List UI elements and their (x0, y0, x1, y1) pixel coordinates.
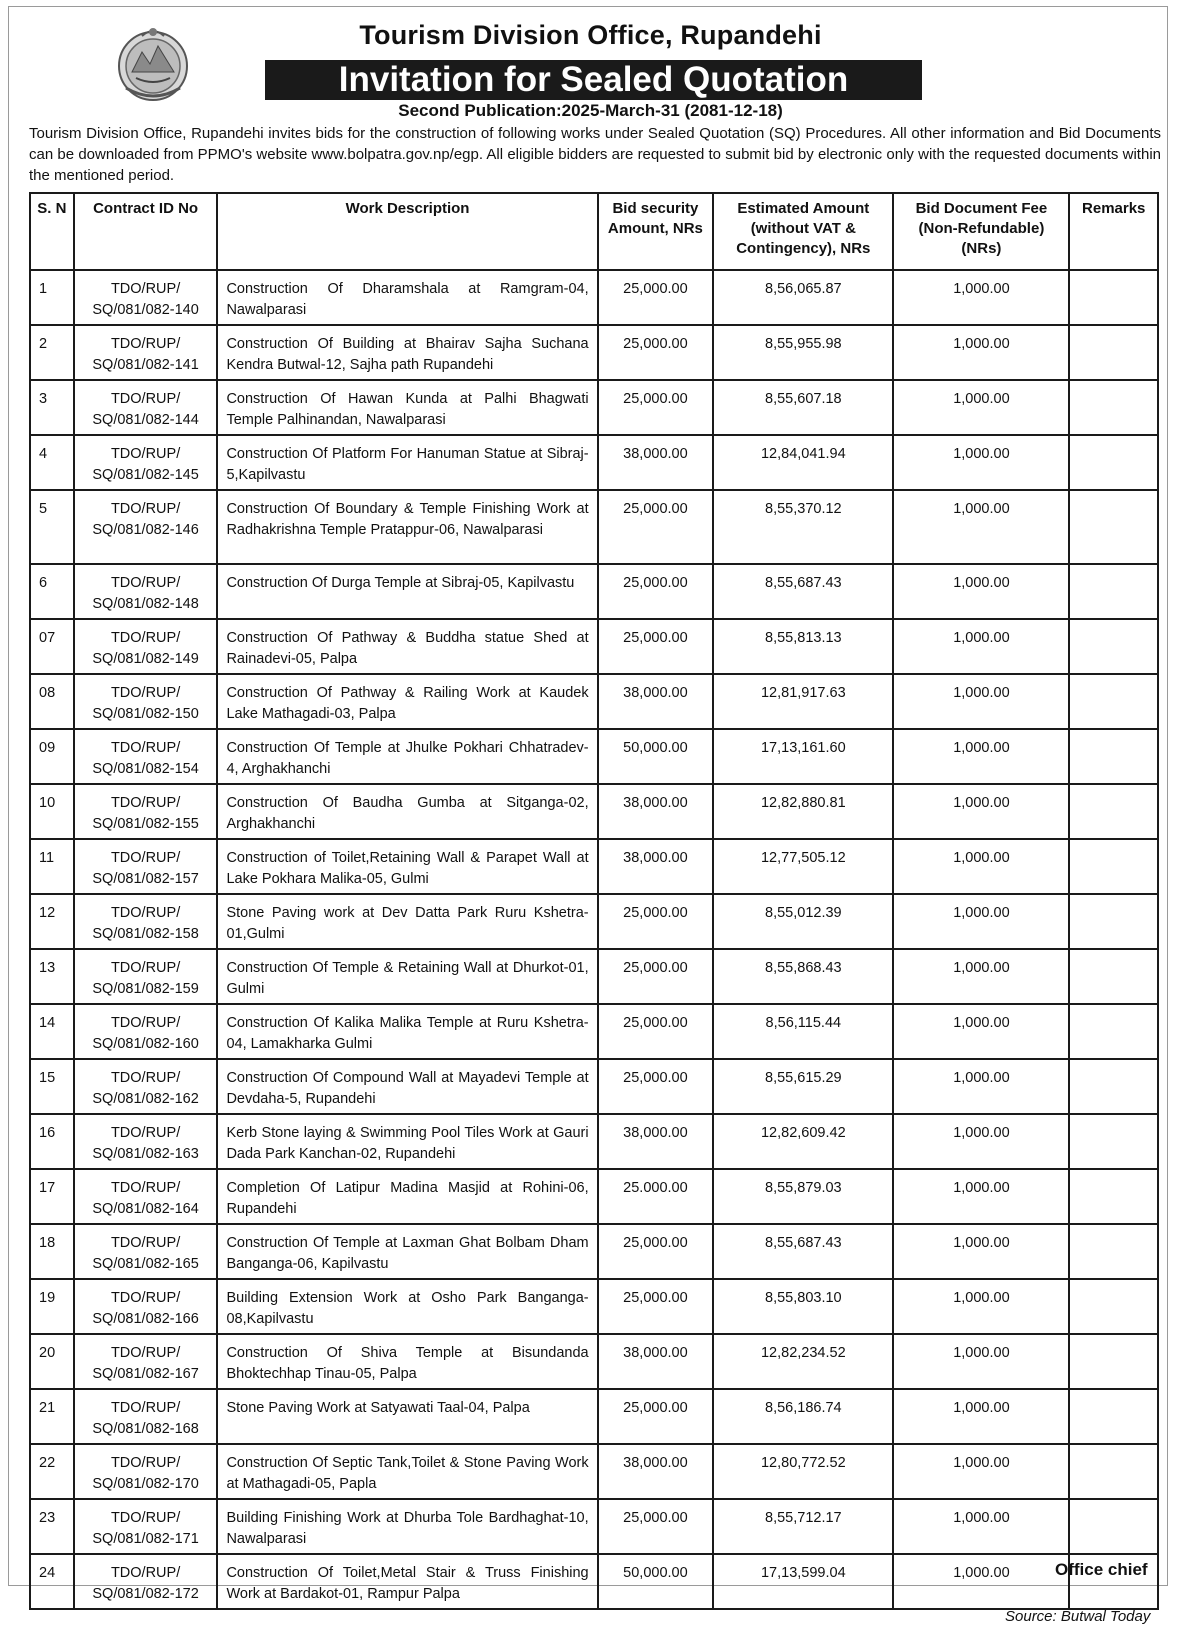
table-row (30, 674, 1158, 729)
table-row (30, 1279, 1158, 1334)
row-bid-fee: 1,000.00 (893, 839, 1069, 894)
row-sn: 09 (30, 729, 74, 784)
contract-id-number: SQ/081/082-140 (92, 302, 199, 318)
row-estimated-amount: 17,13,161.60 (713, 729, 893, 784)
contract-id-number: SQ/081/082-167 (92, 1366, 199, 1382)
row-estimated-amount: 12,82,609.42 (713, 1114, 893, 1169)
table-row (30, 1444, 1158, 1499)
row-contract-id (74, 894, 218, 949)
row-bid-fee: 1,000.00 (893, 490, 1069, 564)
contract-id-prefix: TDO/RUP/ (110, 336, 181, 352)
row-contract-id (74, 325, 218, 380)
table-row (30, 729, 1158, 784)
row-description: Construction Of Shiva Temple at Bisundanda Bhoktechhap Tinau-05, Palpa (217, 1334, 597, 1389)
contract-id-number: SQ/081/082-160 (92, 1036, 199, 1052)
contract-id-prefix: TDO/RUP/ (110, 685, 181, 701)
row-estimated-amount: 8,56,065.87 (713, 270, 893, 325)
row-estimated-amount: 8,55,687.43 (713, 1224, 893, 1279)
row-estimated-amount: 8,55,803.10 (713, 1279, 893, 1334)
row-bid-security: 38,000.00 (598, 1444, 714, 1499)
row-bid-security: 25,000.00 (598, 1499, 714, 1554)
row-contract-id (74, 1444, 218, 1499)
office-chief-signatory: Office chief (1055, 1560, 1148, 1579)
row-sn: 19 (30, 1279, 74, 1334)
contract-id-prefix: TDO/RUP/ (110, 1400, 181, 1416)
table-row (30, 1389, 1158, 1444)
row-estimated-amount: 12,77,505.12 (713, 839, 893, 894)
row-bid-security: 38,000.00 (598, 1114, 714, 1169)
row-contract-id (74, 1004, 218, 1059)
row-remarks (1069, 1114, 1158, 1169)
row-description: Construction Of Hawan Kunda at Palhi Bhagwati Temple Palhinandan, Nawalparasi (217, 380, 597, 435)
row-contract-id (74, 1554, 218, 1609)
row-estimated-amount: 8,55,012.39 (713, 894, 893, 949)
row-description: Stone Paving work at Dev Datta Park Ruru Kshetra-01,Gulmi (217, 894, 597, 949)
row-bid-fee: 1,000.00 (893, 674, 1069, 729)
table-row (30, 1059, 1158, 1114)
row-description: Construction Of Toilet,Metal Stair & Truss Finishing Work at Bardakot-01, Rampur Palpa (217, 1554, 597, 1609)
row-bid-fee: 1,000.00 (893, 1114, 1069, 1169)
row-contract-id (74, 380, 218, 435)
table-row (30, 325, 1158, 380)
row-sn: 5 (30, 490, 74, 564)
row-estimated-amount: 8,55,370.12 (713, 490, 893, 564)
table-row (30, 1169, 1158, 1224)
row-remarks (1069, 325, 1158, 380)
table-row (30, 839, 1158, 894)
contract-id-prefix: TDO/RUP/ (110, 795, 181, 811)
row-sn: 14 (30, 1004, 74, 1059)
row-description: Construction Of Temple at Jhulke Pokhari Chhatradev-4, Arghakhanchi (217, 729, 597, 784)
row-bid-fee: 1,000.00 (893, 325, 1069, 380)
table-row (30, 490, 1158, 564)
row-contract-id (74, 839, 218, 894)
contract-id-number: SQ/081/082-155 (92, 816, 199, 832)
header-sn: S. N (30, 193, 74, 270)
row-sn: 10 (30, 784, 74, 839)
contract-id-number: SQ/081/082-163 (92, 1146, 199, 1162)
row-remarks (1069, 619, 1158, 674)
contract-id-prefix: TDO/RUP/ (110, 1070, 181, 1086)
row-bid-security: 38,000.00 (598, 1334, 714, 1389)
row-contract-id (74, 729, 218, 784)
row-estimated-amount: 8,55,879.03 (713, 1169, 893, 1224)
row-estimated-amount: 17,13,599.04 (713, 1554, 893, 1609)
row-remarks (1069, 270, 1158, 325)
contract-id-number: SQ/081/082-150 (92, 706, 199, 722)
row-bid-fee: 1,000.00 (893, 1224, 1069, 1279)
row-description: Construction Of Pathway & Railing Work at Kaudek Lake Mathagadi-03, Palpa (217, 674, 597, 729)
row-contract-id (74, 1114, 218, 1169)
row-bid-security: 25,000.00 (598, 619, 714, 674)
row-bid-fee: 1,000.00 (893, 1499, 1069, 1554)
contract-id-prefix: TDO/RUP/ (110, 391, 181, 407)
row-remarks (1069, 564, 1158, 619)
contract-id-prefix: TDO/RUP/ (110, 1180, 181, 1196)
row-bid-security: 25,000.00 (598, 564, 714, 619)
contract-id-prefix: TDO/RUP/ (110, 1235, 181, 1251)
row-bid-security: 25,000.00 (598, 1224, 714, 1279)
row-bid-security: 25,000.00 (598, 1004, 714, 1059)
table-row (30, 1224, 1158, 1279)
table-row (30, 1334, 1158, 1389)
contract-id-number: SQ/081/082-144 (92, 412, 199, 428)
contract-id-prefix: TDO/RUP/ (110, 960, 181, 976)
row-estimated-amount: 8,56,115.44 (713, 1004, 893, 1059)
contract-id-number: SQ/081/082-170 (92, 1476, 199, 1492)
source-credit: Source: Butwal Today (1005, 1608, 1151, 1625)
row-estimated-amount: 8,55,955.98 (713, 325, 893, 380)
contract-id-prefix: TDO/RUP/ (110, 1015, 181, 1031)
contract-id-number: SQ/081/082-171 (92, 1531, 199, 1547)
row-sn: 17 (30, 1169, 74, 1224)
row-estimated-amount: 12,84,041.94 (713, 435, 893, 490)
row-contract-id (74, 1334, 218, 1389)
contract-id-number: SQ/081/082-148 (92, 596, 199, 612)
row-estimated-amount: 8,55,687.43 (713, 564, 893, 619)
row-sn: 6 (30, 564, 74, 619)
row-contract-id (74, 1499, 218, 1554)
row-bid-security: 25,000.00 (598, 894, 714, 949)
intro-paragraph: Tourism Division Office, Rupandehi invites bids for the construction of following works under Sealed Quotation (SQ) Procedures. All other information and Bid Documents can be downloaded from PPMO's website www.bolpatra.gov.np/egp. All eligible bidders are requested to submit bid by electronic only with the requested documents within the mentioned period. (29, 125, 1161, 184)
row-sn: 4 (30, 435, 74, 490)
contract-id-prefix: TDO/RUP/ (110, 1125, 181, 1141)
row-bid-fee: 1,000.00 (893, 1004, 1069, 1059)
row-description: Construction Of Septic Tank,Toilet & Stone Paving Work at Mathagadi-05, Papla (217, 1444, 597, 1499)
row-estimated-amount: 8,56,186.74 (713, 1389, 893, 1444)
row-contract-id (74, 1059, 218, 1114)
table-row (30, 949, 1158, 1004)
row-bid-fee: 1,000.00 (893, 1334, 1069, 1389)
row-bid-fee: 1,000.00 (893, 1554, 1069, 1609)
row-sn: 16 (30, 1114, 74, 1169)
row-bid-security: 50,000.00 (598, 1554, 714, 1609)
row-remarks (1069, 839, 1158, 894)
header-work-description: Work Description (217, 193, 597, 270)
contract-id-prefix: TDO/RUP/ (110, 905, 181, 921)
row-sn: 1 (30, 270, 74, 325)
row-remarks (1069, 490, 1158, 564)
row-sn: 07 (30, 619, 74, 674)
row-remarks (1069, 1499, 1158, 1554)
table-row (30, 894, 1158, 949)
publication-date: Second Publication:2025-March-31 (2081-12-18) (398, 101, 783, 120)
contract-id-number: SQ/081/082-141 (92, 357, 199, 373)
contract-id-prefix: TDO/RUP/ (110, 281, 181, 297)
row-bid-fee: 1,000.00 (893, 1059, 1069, 1114)
row-bid-fee: 1,000.00 (893, 1444, 1069, 1499)
row-bid-fee: 1,000.00 (893, 564, 1069, 619)
row-sn: 20 (30, 1334, 74, 1389)
row-bid-security: 25,000.00 (598, 490, 714, 564)
table-row (30, 1114, 1158, 1169)
header-estimated-amount: Estimated Amount (without VAT & Contingency), NRs (713, 193, 893, 270)
row-estimated-amount: 12,82,880.81 (713, 784, 893, 839)
row-description: Building Extension Work at Osho Park Banganga-08,Kapilvastu (217, 1279, 597, 1334)
row-description: Building Finishing Work at Dhurba Tole Bardhaghat-10, Nawalparasi (217, 1499, 597, 1554)
contract-id-prefix: TDO/RUP/ (110, 740, 181, 756)
row-bid-fee: 1,000.00 (893, 1389, 1069, 1444)
contract-id-prefix: TDO/RUP/ (110, 575, 181, 591)
contract-id-number: SQ/081/082-165 (92, 1256, 199, 1272)
table-row (30, 1554, 1158, 1609)
contract-id-prefix: TDO/RUP/ (110, 1565, 181, 1581)
row-bid-security: 25,000.00 (598, 1279, 714, 1334)
contract-id-prefix: TDO/RUP/ (110, 850, 181, 866)
contract-id-prefix: TDO/RUP/ (110, 1290, 181, 1306)
contract-id-prefix: TDO/RUP/ (110, 446, 181, 462)
row-remarks (1069, 1334, 1158, 1389)
row-bid-security: 25,000.00 (598, 1059, 714, 1114)
row-description: Construction Of Temple at Laxman Ghat Bolbam Dham Banganga-06, Kapilvastu (217, 1224, 597, 1279)
row-description: Construction Of Dharamshala at Ramgram-04, Nawalparasi (217, 270, 597, 325)
row-sn: 13 (30, 949, 74, 1004)
row-remarks (1069, 1059, 1158, 1114)
row-remarks (1069, 1279, 1158, 1334)
contract-id-prefix: TDO/RUP/ (110, 501, 181, 517)
row-contract-id (74, 435, 218, 490)
row-remarks (1069, 949, 1158, 1004)
row-bid-fee: 1,000.00 (893, 619, 1069, 674)
table-row (30, 1499, 1158, 1554)
row-remarks (1069, 1444, 1158, 1499)
row-description: Construction of Toilet,Retaining Wall & Parapet Wall at Lake Pokhara Malika-05, Gulmi (217, 839, 597, 894)
row-description: Stone Paving Work at Satyawati Taal-04, Palpa (217, 1389, 597, 1444)
row-bid-security: 25,000.00 (598, 949, 714, 1004)
row-remarks (1069, 1004, 1158, 1059)
row-bid-security: 25.000.00 (598, 1169, 714, 1224)
row-remarks (1069, 894, 1158, 949)
contract-id-prefix: TDO/RUP/ (110, 1510, 181, 1526)
row-estimated-amount: 8,55,868.43 (713, 949, 893, 1004)
row-contract-id (74, 949, 218, 1004)
row-estimated-amount: 12,82,234.52 (713, 1334, 893, 1389)
row-remarks (1069, 729, 1158, 784)
row-contract-id (74, 490, 218, 564)
contract-id-number: SQ/081/082-158 (92, 926, 199, 942)
row-bid-security: 25,000.00 (598, 325, 714, 380)
row-remarks (1069, 1224, 1158, 1279)
row-bid-fee: 1,000.00 (893, 784, 1069, 839)
contract-id-number: SQ/081/082-159 (92, 981, 199, 997)
row-sn: 2 (30, 325, 74, 380)
row-description: Construction Of Kalika Malika Temple at Ruru Kshetra-04, Lamakharka Gulmi (217, 1004, 597, 1059)
row-contract-id (74, 1224, 218, 1279)
row-remarks (1069, 380, 1158, 435)
office-title: Tourism Division Office, Rupandehi (359, 20, 822, 50)
row-bid-security: 38,000.00 (598, 674, 714, 729)
header-contract-id: Contract ID No (74, 193, 218, 270)
works-table (29, 192, 1159, 1610)
table-row (30, 619, 1158, 674)
row-bid-security: 25,000.00 (598, 380, 714, 435)
row-contract-id (74, 270, 218, 325)
table-row (30, 784, 1158, 839)
row-remarks (1069, 1389, 1158, 1444)
row-contract-id (74, 1389, 218, 1444)
row-sn: 22 (30, 1444, 74, 1499)
row-sn: 18 (30, 1224, 74, 1279)
row-bid-security: 38,000.00 (598, 839, 714, 894)
row-description: Construction Of Building at Bhairav Sajha Suchana Kendra Butwal-12, Sajha path Rupandehi (217, 325, 597, 380)
row-sn: 23 (30, 1499, 74, 1554)
row-bid-security: 38,000.00 (598, 435, 714, 490)
table-row (30, 435, 1158, 490)
row-contract-id (74, 619, 218, 674)
row-estimated-amount: 8,55,615.29 (713, 1059, 893, 1114)
row-remarks (1069, 1169, 1158, 1224)
contract-id-number: SQ/081/082-154 (92, 761, 199, 777)
row-sn: 11 (30, 839, 74, 894)
row-remarks (1069, 435, 1158, 490)
table-row (30, 270, 1158, 325)
row-estimated-amount: 12,81,917.63 (713, 674, 893, 729)
table-header-row (30, 193, 1158, 270)
row-sn: 24 (30, 1554, 74, 1609)
row-contract-id (74, 1169, 218, 1224)
row-bid-fee: 1,000.00 (893, 380, 1069, 435)
row-remarks (1069, 674, 1158, 729)
row-description: Construction Of Durga Temple at Sibraj-05, Kapilvastu (217, 564, 597, 619)
contract-id-number: SQ/081/082-164 (92, 1201, 199, 1217)
row-bid-fee: 1,000.00 (893, 435, 1069, 490)
row-bid-security: 25,000.00 (598, 1389, 714, 1444)
row-sn: 21 (30, 1389, 74, 1444)
row-bid-fee: 1,000.00 (893, 1279, 1069, 1334)
row-description: Kerb Stone laying & Swimming Pool Tiles Work at Gauri Dada Park Kanchan-02, Rupandehi (217, 1114, 597, 1169)
row-contract-id (74, 784, 218, 839)
contract-id-number: SQ/081/082-166 (92, 1311, 199, 1327)
row-estimated-amount: 8,55,712.17 (713, 1499, 893, 1554)
row-description: Completion Of Latipur Madina Masjid at Rohini-06, Rupandehi (217, 1169, 597, 1224)
row-estimated-amount: 8,55,607.18 (713, 380, 893, 435)
row-bid-fee: 1,000.00 (893, 894, 1069, 949)
contract-id-number: SQ/081/082-146 (92, 522, 199, 538)
row-bid-security: 25,000.00 (598, 270, 714, 325)
row-sn: 08 (30, 674, 74, 729)
notice-title-banner: Invitation for Sealed Quotation (265, 60, 922, 100)
contract-id-number: SQ/081/082-149 (92, 651, 199, 667)
row-description: Construction Of Compound Wall at Mayadevi Temple at Devdaha-5, Rupandehi (217, 1059, 597, 1114)
row-sn: 12 (30, 894, 74, 949)
row-bid-fee: 1,000.00 (893, 270, 1069, 325)
contract-id-number: SQ/081/082-157 (92, 871, 199, 887)
row-estimated-amount: 12,80,772.52 (713, 1444, 893, 1499)
row-remarks (1069, 784, 1158, 839)
row-bid-security: 50,000.00 (598, 729, 714, 784)
contract-id-number: SQ/081/082-168 (92, 1421, 199, 1437)
table-row (30, 1004, 1158, 1059)
table-row (30, 380, 1158, 435)
contract-id-number: SQ/081/082-162 (92, 1091, 199, 1107)
row-contract-id (74, 674, 218, 729)
row-contract-id (74, 1279, 218, 1334)
row-description: Construction Of Boundary & Temple Finishing Work at Radhakrishna Temple Pratappur-06, Nawalparasi (217, 490, 597, 564)
row-sn: 15 (30, 1059, 74, 1114)
table-row (30, 564, 1158, 619)
row-bid-fee: 1,000.00 (893, 949, 1069, 1004)
row-bid-fee: 1,000.00 (893, 1169, 1069, 1224)
header-bid-fee: Bid Document Fee (Non-Refundable) (NRs) (893, 193, 1069, 270)
contract-id-prefix: TDO/RUP/ (110, 1455, 181, 1471)
header-remarks: Remarks (1069, 193, 1158, 270)
row-description: Construction Of Platform For Hanuman Statue at Sibraj-5,Kapilvastu (217, 435, 597, 490)
row-sn: 3 (30, 380, 74, 435)
row-contract-id (74, 564, 218, 619)
contract-id-number: SQ/081/082-145 (92, 467, 199, 483)
row-description: Construction Of Temple & Retaining Wall at Dhurkot-01, Gulmi (217, 949, 597, 1004)
header-bid-security: Bid security Amount, NRs (598, 193, 714, 270)
contract-id-prefix: TDO/RUP/ (110, 1345, 181, 1361)
row-bid-security: 38,000.00 (598, 784, 714, 839)
row-bid-fee: 1,000.00 (893, 729, 1069, 784)
row-description: Construction Of Pathway & Buddha statue Shed at Rainadevi-05, Palpa (217, 619, 597, 674)
contract-id-prefix: TDO/RUP/ (110, 630, 181, 646)
row-estimated-amount: 8,55,813.13 (713, 619, 893, 674)
row-description: Construction Of Baudha Gumba at Sitganga-02, Arghakhanchi (217, 784, 597, 839)
contract-id-number: SQ/081/082-172 (92, 1586, 199, 1602)
